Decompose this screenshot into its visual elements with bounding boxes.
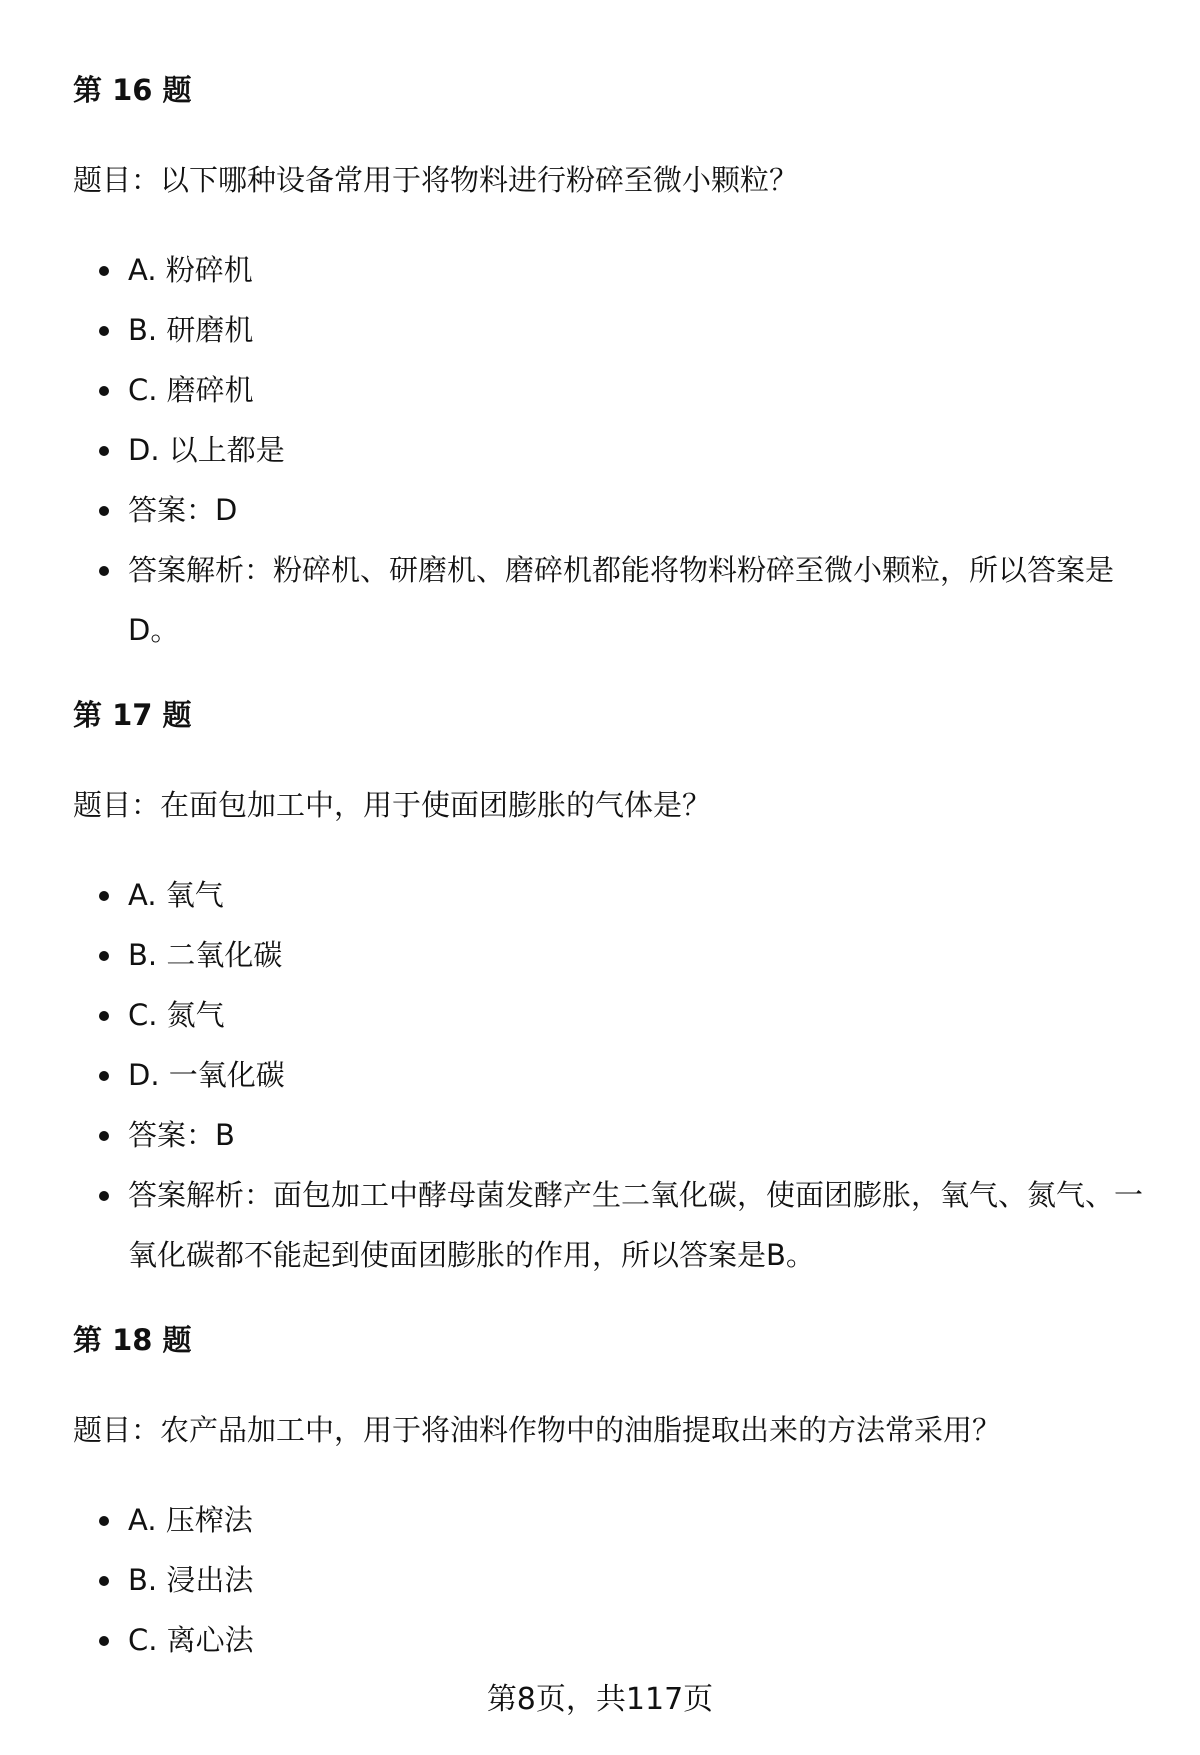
question-heading: 第 17 题: [73, 698, 192, 732]
bullet-icon: [99, 1516, 109, 1526]
option-label: B. 二氧化碳: [128, 938, 283, 972]
option-item: [73, 1490, 1153, 1550]
option-item: [73, 1045, 1153, 1105]
option-item: [73, 925, 1153, 985]
option-list: [73, 1490, 1153, 1670]
bullet-icon: [99, 326, 109, 336]
option-item: [73, 865, 1153, 925]
option-label: A. 氧气: [128, 878, 224, 912]
bullet-icon: [99, 1071, 109, 1081]
option-label: B. 浸出法: [128, 1563, 254, 1597]
question-text: 题目：以下哪种设备常用于将物料进行粉碎至微小颗粒？: [73, 163, 799, 197]
question-heading: 第 18 题: [73, 1323, 192, 1357]
bullet-icon: [99, 1576, 109, 1586]
bullet-icon: [99, 1011, 109, 1021]
option-label: C. 磨碎机: [128, 373, 254, 407]
question-18: [73, 1320, 1153, 1670]
option-item: [73, 240, 1153, 300]
explanation-text: 答案解析：粉碎机、研磨机、磨碎机都能将物料粉碎至微小颗粒，所以答案是D。: [128, 553, 1115, 647]
bullet-icon: [99, 566, 109, 576]
explanation-item: [73, 540, 1153, 660]
option-label: C. 氮气: [128, 998, 225, 1032]
question-text: 题目：在面包加工中，用于使面团膨胀的气体是？: [73, 788, 712, 822]
question-heading: 第 16 题: [73, 73, 192, 107]
option-item: [73, 420, 1153, 480]
bullet-icon: [99, 506, 109, 516]
answer-item: [73, 1105, 1153, 1165]
bullet-icon: [99, 386, 109, 396]
option-item: [73, 985, 1153, 1045]
option-item: [73, 360, 1153, 420]
bullet-icon: [99, 1636, 109, 1646]
bullet-icon: [99, 1191, 109, 1201]
option-list: [73, 240, 1153, 660]
option-item: [73, 300, 1153, 360]
answer-item: [73, 480, 1153, 540]
explanation-text: 答案解析：面包加工中酵母菌发酵产生二氧化碳，使面团膨胀，氧气、氮气、一氧化碳都不能起到使面团膨胀的作用，所以答案是B。: [128, 1178, 1144, 1272]
option-list: [73, 865, 1153, 1285]
option-label: C. 离心法: [128, 1623, 254, 1657]
option-label: B. 研磨机: [128, 313, 254, 347]
explanation-item: [73, 1165, 1153, 1285]
question-17: [73, 695, 1153, 1285]
option-label: D. 一氧化碳: [128, 1058, 285, 1092]
page-number: 第8页，共117页: [486, 1682, 714, 1717]
option-item: [73, 1610, 1153, 1670]
option-label: A. 粉碎机: [128, 253, 253, 287]
option-item: [73, 1550, 1153, 1610]
question-text: 题目：农产品加工中，用于将油料作物中的油脂提取出来的方法常采用？: [73, 1413, 1002, 1447]
answer-text: 答案：B: [128, 1118, 235, 1152]
bullet-icon: [99, 1131, 109, 1141]
answer-text: 答案：D: [128, 493, 238, 527]
bullet-icon: [99, 446, 109, 456]
option-label: A. 压榨法: [128, 1503, 253, 1537]
question-16: [73, 70, 1153, 660]
bullet-icon: [99, 891, 109, 901]
option-label: D. 以上都是: [128, 433, 285, 467]
bullet-icon: [99, 266, 109, 276]
bullet-icon: [99, 951, 109, 961]
